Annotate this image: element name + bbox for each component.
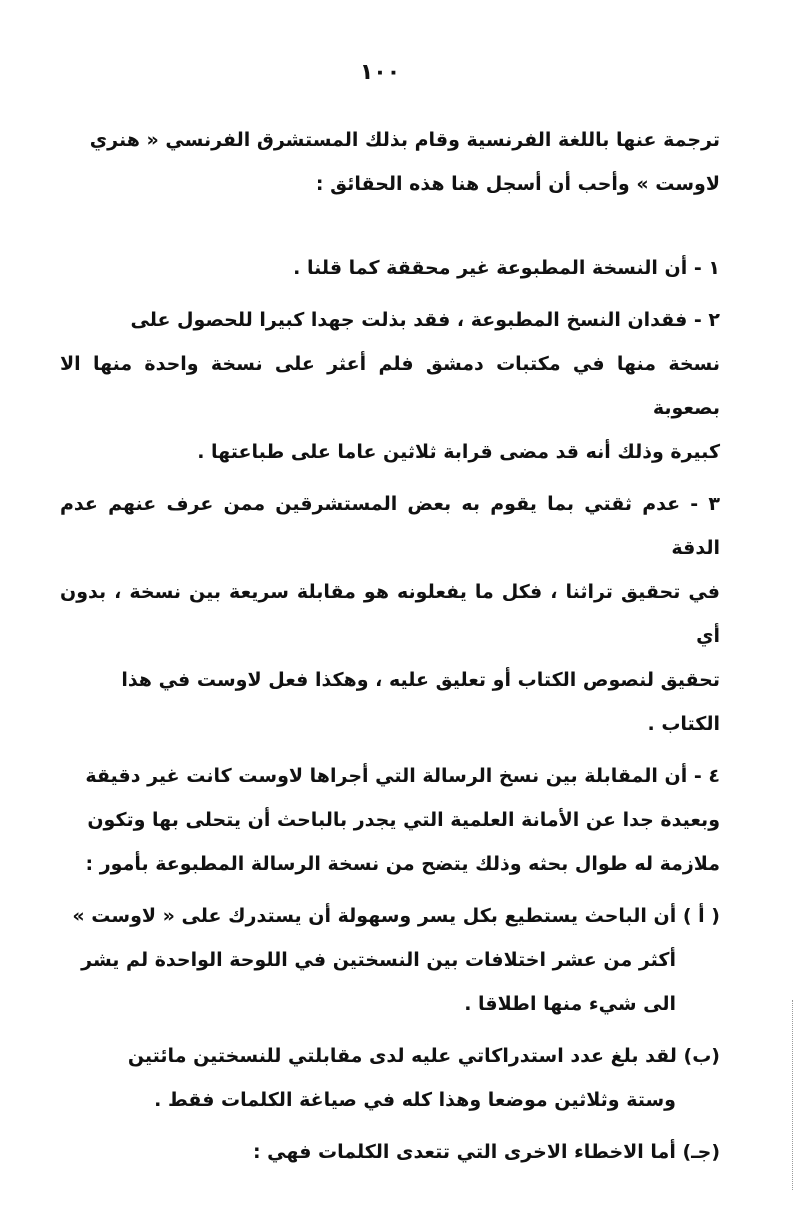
subpoint-a-line: ( أ ) أن الباحث يستطيع بكل يسر وسهولة أن يستدرك على « لاوست » [72,905,720,927]
point-1: ١ - أن النسخة المطبوعة غير محققة كما قلنا . [293,257,720,279]
subpoint-a [60,894,720,1026]
subpoint-c [60,1130,720,1174]
point-3-line: ٣ - عدم ثقتي بما يقوم به بعض المستشرقين ممن عرف عنهم عدم الدقة [60,493,720,559]
point-4-line: وبعيدة جدا عن الأمانة العلمية التي يجدر بالباحث أن يتحلى بها وتكون [87,809,720,831]
point-4-line: ملازمة له طوال بحثه وذلك يتضح من نسخة الرسالة المطبوعة بأمور : [85,853,720,875]
subpoint-c-line: (جـ) أما الاخطاء الاخرى التي تتعدى الكلمات فهي : [252,1141,720,1163]
subpoint-a-line: الى شيء منها اطلاقا . [464,993,676,1015]
scan-edge-line [792,1000,794,1190]
intro-line: لاوست » وأحب أن أسجل هنا هذه الحقائق : [315,173,720,195]
body-text [60,118,720,1174]
point-2-line: ٢ - فقدان النسخ المطبوعة ، فقد بذلت جهدا كبيرا للحصول على [130,309,720,331]
intro-line: ترجمة عنها باللغة الفرنسية وقام بذلك المستشرق الفرنسي « هنري [89,129,720,151]
subpoint-b [60,1034,720,1122]
subpoint-a-line: أكثر من عشر اختلافات بين النسختين في اللوحة الواحدة لم يشر [81,949,676,971]
point-2-line: كبيرة وذلك أنه قد مضى قرابة ثلاثين عاما على طباعتها . [197,441,720,463]
subpoint-b-line: وستة وثلاثين موضعا وهذا كله في صياغة الكلمات فقط . [154,1089,676,1111]
point-3-line: الكتاب . [647,713,720,735]
subpoint-b-line: (ب) لقد بلغ عدد استدراكاتي عليه لدى مقابلتي للنسختين مائتين [127,1045,720,1067]
point-3-line: تحقيق لنصوص الكتاب أو تعليق عليه ، وهكذا فعل لاوست في هذا [121,669,720,691]
point-3-line: في تحقيق تراثنا ، فكل ما يفعلونه هو مقابلة سريعة بين نسخة ، بدون أي [60,581,720,647]
page-number: ١٠٠ [359,60,401,85]
point-2-line: نسخة منها في مكتبات دمشق فلم أعثر على نسخة واحدة منها الا بصعوبة [60,353,720,419]
point-4-line: ٤ - أن المقابلة بين نسخ الرسالة التي أجراها لاوست كانت غير دقيقة [85,765,720,787]
